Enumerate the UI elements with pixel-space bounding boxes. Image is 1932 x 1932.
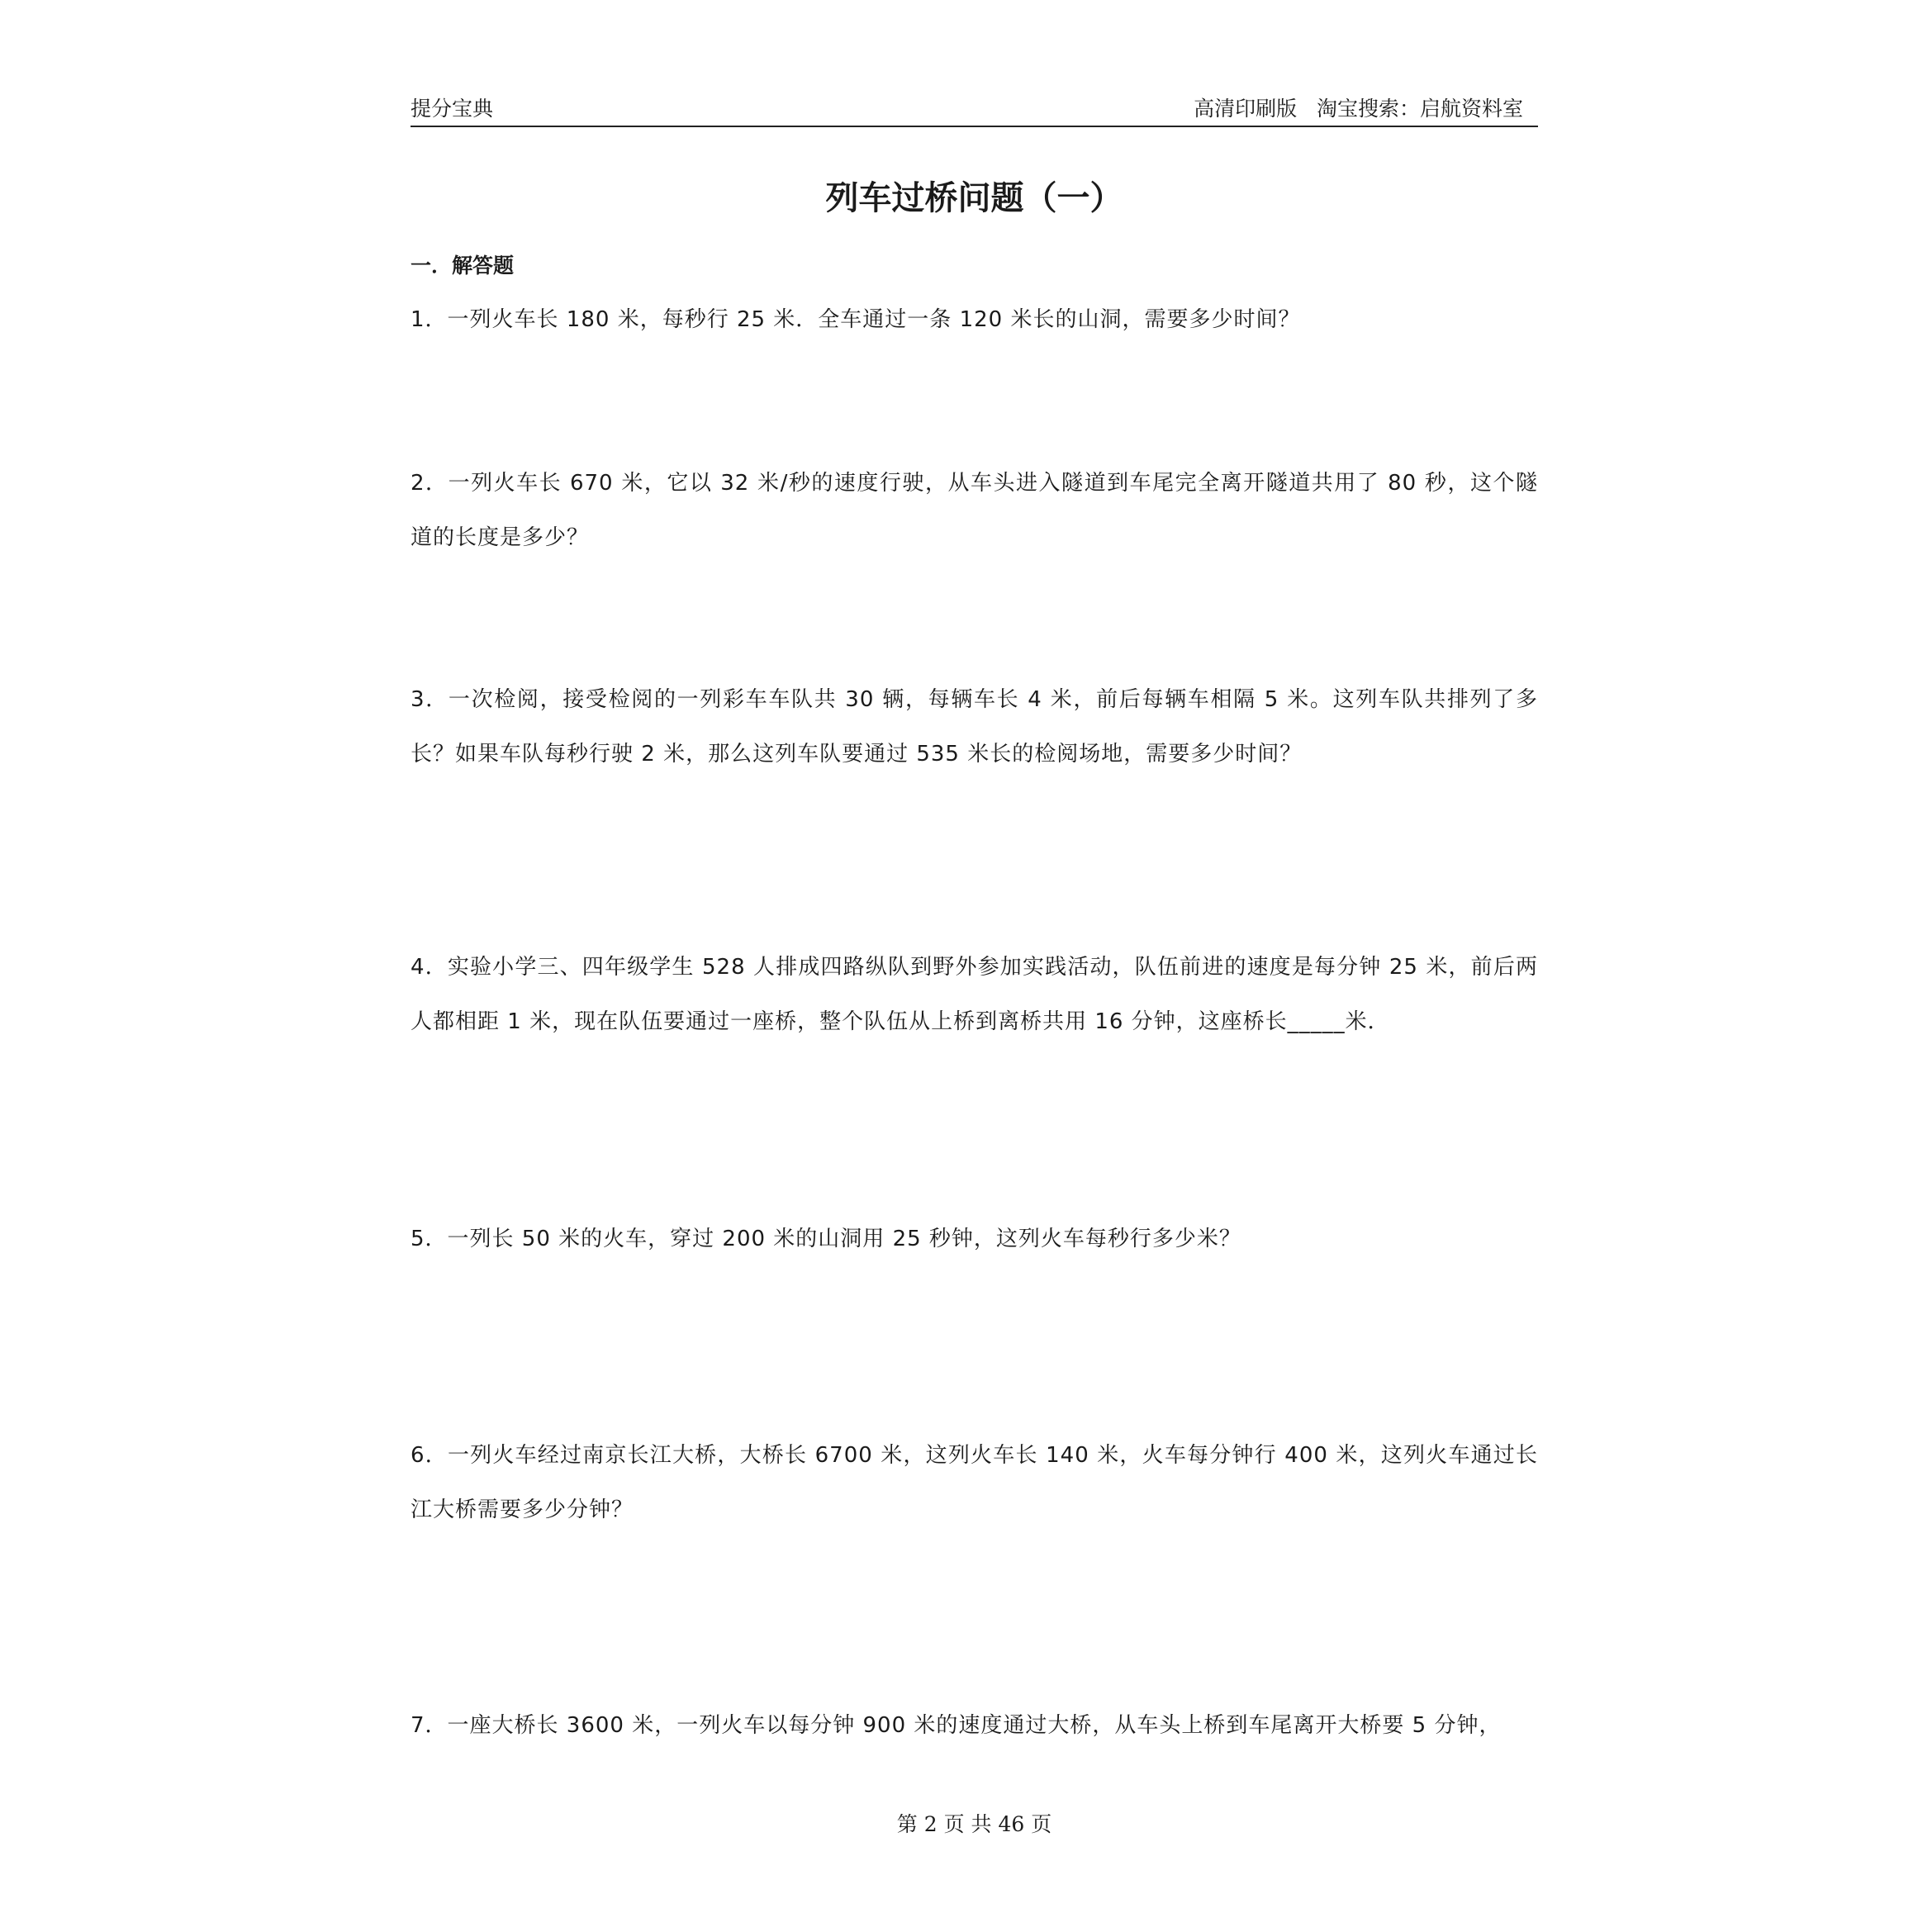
section-heading: 一．解答题 xyxy=(411,254,515,278)
question-1 xyxy=(411,292,1538,347)
question-text: 5．一列长 50 米的火车，穿过 200 米的山洞用 25 秒钟，这列火车每秒行多少米？ xyxy=(411,1227,1241,1251)
question-6 xyxy=(411,1428,1538,1537)
question-3 xyxy=(411,672,1538,781)
question-text: 6．一列火车经过南京长江大桥，大桥长 6700 米，这列火车长 140 米，火车每分钟行 400 米，这列火车通过长江大桥需要多少分钟？ xyxy=(411,1443,1538,1522)
document-page xyxy=(411,0,1538,1932)
page-header xyxy=(411,93,1538,127)
page-footer: 第 2 页 共 46 页 xyxy=(896,1812,1052,1836)
question-text: 3．一次检阅，接受检阅的一列彩车车队共 30 辆，每辆车长 4 米，前后每辆车相隔 5 米。这列车队共排列了多长？如果车队每秒行驶 2 米，那么这列车队要通过 535 米长的检阅场地，需要多少时间？ xyxy=(411,687,1538,767)
question-5 xyxy=(411,1212,1538,1266)
document-title: 列车过桥问题（一） xyxy=(825,179,1123,217)
question-4 xyxy=(411,940,1538,1049)
question-text: 2．一列火车长 670 米，它以 32 米/秒的速度行驶，从车头进入隧道到车尾完全离开隧道共用了 80 秒，这个隧道的长度是多少？ xyxy=(411,471,1538,550)
header-left-text: 提分宝典 xyxy=(411,97,494,121)
question-7 xyxy=(411,1698,1538,1753)
question-text: 1．一列火车长 180 米，每秒行 25 米．全车通过一条 120 米长的山洞，需要多少时间？ xyxy=(411,307,1301,332)
header-right-text: 高清印刷版 淘宝搜索：启航资料室 xyxy=(1194,97,1523,121)
question-text: 4．实验小学三、四年级学生 528 人排成四路纵队到野外参加实践活动，队伍前进的速度是每分钟 25 米，前后两人都相距 1 米，现在队伍要通过一座桥，整个队伍从上桥到离桥共用 16 分钟，这座桥长_____米． xyxy=(411,955,1538,1034)
question-2 xyxy=(411,456,1538,565)
question-text: 7．一座大桥长 3600 米，一列火车以每分钟 900 米的速度通过大桥，从车头上桥到车尾离开大桥要 5 分钟， xyxy=(411,1713,1502,1738)
